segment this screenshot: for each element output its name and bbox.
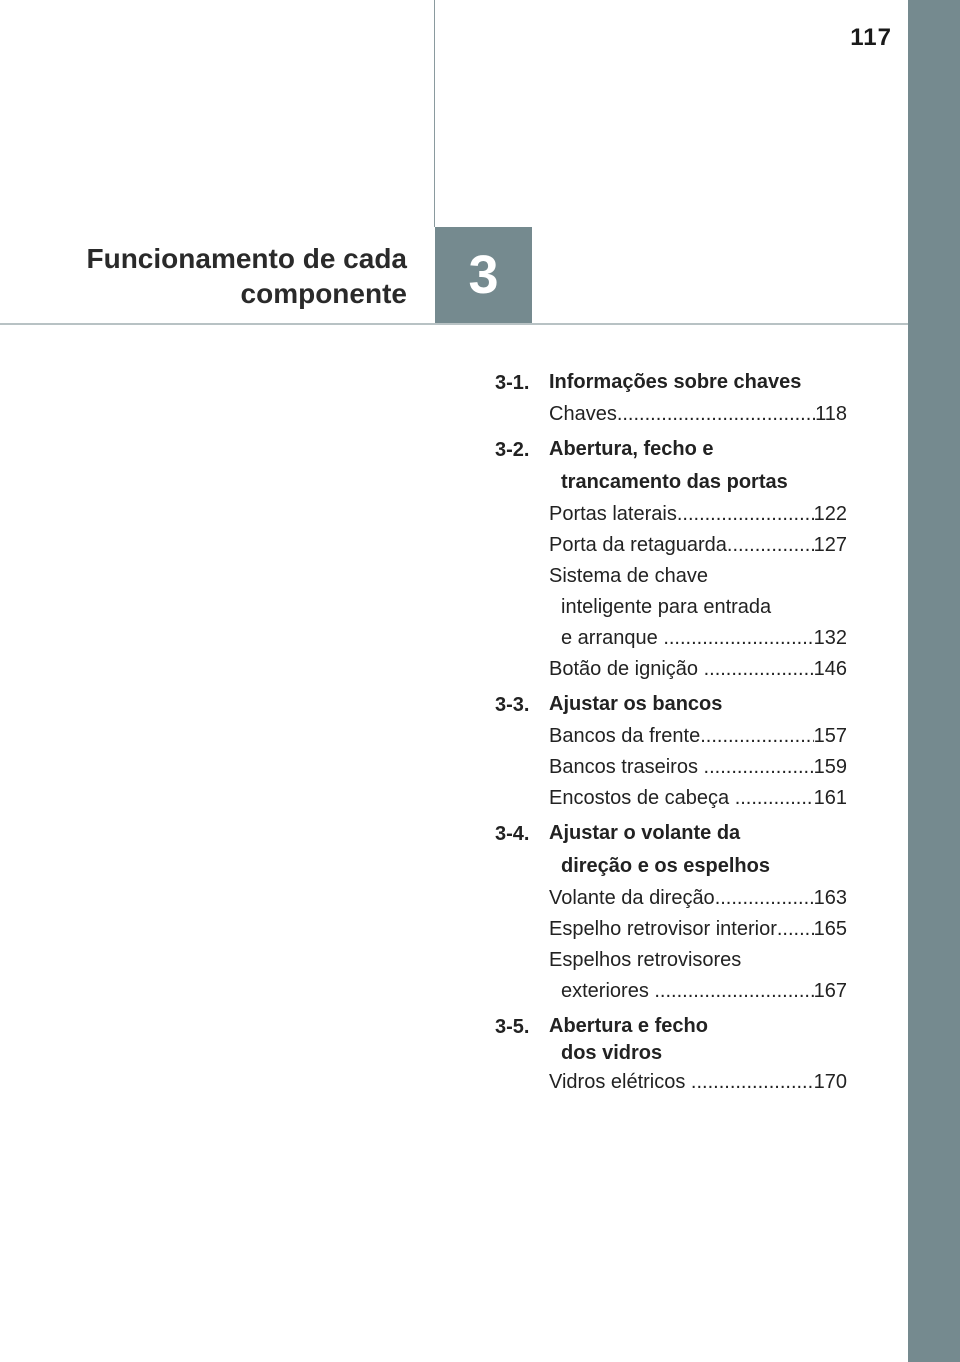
side-tab-bar — [908, 0, 960, 1362]
entry-label: Bancos traseiros — [549, 756, 698, 778]
section-heading-3-4[interactable] — [495, 820, 847, 883]
dot-leader — [654, 976, 813, 1007]
toc-entry-volante-direcao[interactable] — [549, 883, 847, 914]
dot-leader — [704, 752, 814, 783]
dot-leader — [715, 883, 814, 914]
dot-leader — [704, 654, 814, 685]
chapter-title-line-1: Funcionamento de cada — [86, 243, 407, 274]
entry-label-line-1: Espelhos retrovisores — [549, 949, 742, 971]
dot-leader — [727, 530, 814, 561]
toc-entry-chaves[interactable] — [549, 399, 847, 430]
entry-label-line-2: inteligente para entrada — [561, 596, 772, 618]
entry-page: 122 — [813, 503, 847, 525]
section-title: Ajustar os bancos — [549, 693, 723, 715]
toc-entry-porta-retaguarda[interactable] — [549, 530, 847, 561]
entry-label-line-3: e arranque — [561, 627, 658, 649]
section-heading-3-5[interactable] — [495, 1013, 847, 1067]
dot-leader — [691, 1067, 814, 1098]
toc-entry-portas-laterais[interactable] — [549, 499, 847, 530]
toc-entry-bancos-traseiros[interactable] — [549, 752, 847, 783]
toc-entry-vidros-eletricos[interactable] — [549, 1067, 847, 1098]
section-title: Abertura e fecho dos vidros — [549, 1015, 708, 1064]
section-title: Abertura, fecho e trancamento das portas — [549, 438, 788, 493]
dot-leader — [617, 399, 815, 430]
entry-label: Volante da direção — [549, 887, 715, 909]
entry-page: 165 — [813, 918, 847, 940]
dot-leader — [735, 783, 814, 814]
toc-entry-espelhos-exteriores[interactable] — [549, 945, 847, 1007]
table-of-contents — [495, 369, 847, 1098]
entry-page: 161 — [813, 787, 847, 809]
entry-label: Chaves — [549, 403, 617, 425]
section-title: Informações sobre chaves — [549, 371, 802, 393]
toc-entry-bancos-frente[interactable] — [549, 721, 847, 752]
section-number: 3-3. — [495, 694, 530, 716]
section-number: 3-4. — [495, 823, 530, 845]
page-number: 117 — [850, 24, 892, 51]
section-heading-3-3[interactable] — [495, 691, 847, 721]
entry-label: Portas laterais — [549, 503, 677, 525]
chapter-title — [7, 241, 407, 311]
entry-page: 163 — [813, 887, 847, 909]
section-heading-3-2[interactable] — [495, 436, 847, 499]
entry-page: 157 — [813, 725, 847, 747]
dot-leader — [777, 914, 814, 945]
chapter-number-box: 3 — [435, 227, 532, 323]
section-heading-3-1[interactable] — [495, 369, 847, 399]
entry-label: Espelho retrovisor interior — [549, 918, 777, 940]
toc-entry-botao-ignicao[interactable] — [549, 654, 847, 685]
section-number: 3-1. — [495, 372, 530, 394]
vertical-divider — [434, 0, 435, 227]
entry-label: Botão de ignição — [549, 658, 699, 680]
entry-page: 159 — [813, 756, 847, 778]
section-number: 3-5. — [495, 1016, 530, 1038]
chapter-title-line-2: componente — [240, 278, 407, 309]
toc-entry-chave-inteligente[interactable] — [549, 561, 847, 654]
entry-label: Vidros elétricos — [549, 1071, 686, 1093]
dot-leader — [663, 623, 813, 654]
entry-label-line-2: exteriores — [561, 980, 649, 1002]
toc-entry-espelho-interior[interactable] — [549, 914, 847, 945]
entry-label-line-1: Sistema de chave — [549, 565, 708, 587]
entry-page: 170 — [813, 1071, 847, 1093]
entry-page: 167 — [813, 980, 847, 1002]
dot-leader — [700, 721, 813, 752]
entry-label: Encostos de cabeça — [549, 787, 730, 809]
toc-entry-encostos-cabeca[interactable] — [549, 783, 847, 814]
entry-label: Bancos da frente — [549, 725, 701, 747]
section-title: Ajustar o volante da direção e os espelhos — [549, 822, 770, 877]
dot-leader — [677, 499, 814, 530]
section-number: 3-2. — [495, 439, 530, 461]
entry-page: 118 — [815, 403, 847, 425]
horizontal-divider — [0, 323, 908, 325]
entry-page: 132 — [813, 627, 847, 649]
entry-page: 127 — [813, 534, 847, 556]
entry-page: 146 — [813, 658, 847, 680]
entry-label: Porta da retaguarda — [549, 534, 727, 556]
